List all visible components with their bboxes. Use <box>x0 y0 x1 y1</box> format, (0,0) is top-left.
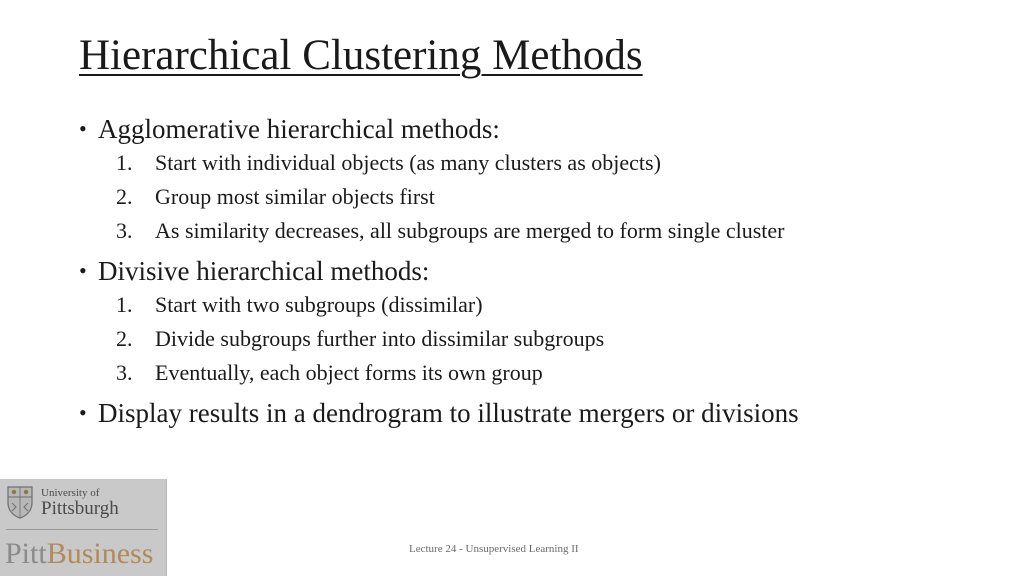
agglomerative-steps <box>79 146 999 248</box>
item-text: Start with individual objects (as many clusters as objects) <box>155 150 661 175</box>
bullet-text: Display results in a dendrogram to illustrate mergers or divisions <box>98 398 799 428</box>
logo-university-of: University of <box>41 487 100 499</box>
bullet-dendrogram <box>79 396 999 430</box>
item-text: Eventually, each object forms its own group <box>155 360 543 385</box>
item-text: Group most similar objects first <box>155 184 435 209</box>
slide-footer: Lecture 24 - Unsupervised Learning II <box>409 543 579 555</box>
list-item <box>79 146 999 180</box>
university-logo <box>0 479 167 576</box>
item-text: Divide subgroups further into dissimilar subgroups <box>155 326 605 351</box>
item-number: 1. <box>116 292 133 317</box>
list-item <box>79 322 999 356</box>
slide-content <box>79 112 999 430</box>
logo-divider <box>6 529 158 530</box>
bullet-dot-icon: • <box>79 400 87 425</box>
list-item <box>79 180 999 214</box>
item-number: 3. <box>116 360 133 385</box>
bullet-text: Divisive hierarchical methods: <box>98 256 430 286</box>
item-number: 2. <box>116 184 133 209</box>
wordmark-pitt: Pitt <box>5 537 47 570</box>
item-number: 1. <box>116 150 133 175</box>
bullet-agglomerative <box>79 112 999 146</box>
university-seal-icon <box>6 485 34 519</box>
list-item <box>79 214 999 248</box>
logo-pittsburgh: Pittsburgh <box>41 498 119 519</box>
list-item <box>79 288 999 322</box>
item-number: 3. <box>116 218 133 243</box>
wordmark-business: Business <box>46 537 154 570</box>
bullet-divisive <box>79 254 999 288</box>
bullet-text: Agglomerative hierarchical methods: <box>98 114 500 144</box>
pitt-business-wordmark <box>5 537 153 571</box>
item-number: 2. <box>116 326 133 351</box>
item-text: As similarity decreases, all subgroups are merged to form single cluster <box>155 218 785 243</box>
divisive-steps <box>79 288 999 390</box>
bullet-dot-icon: • <box>79 258 87 283</box>
slide-title: Hierarchical Clustering Methods <box>79 32 643 79</box>
list-item <box>79 356 999 390</box>
item-text: Start with two subgroups (dissimilar) <box>155 292 483 317</box>
bullet-dot-icon: • <box>79 116 87 141</box>
